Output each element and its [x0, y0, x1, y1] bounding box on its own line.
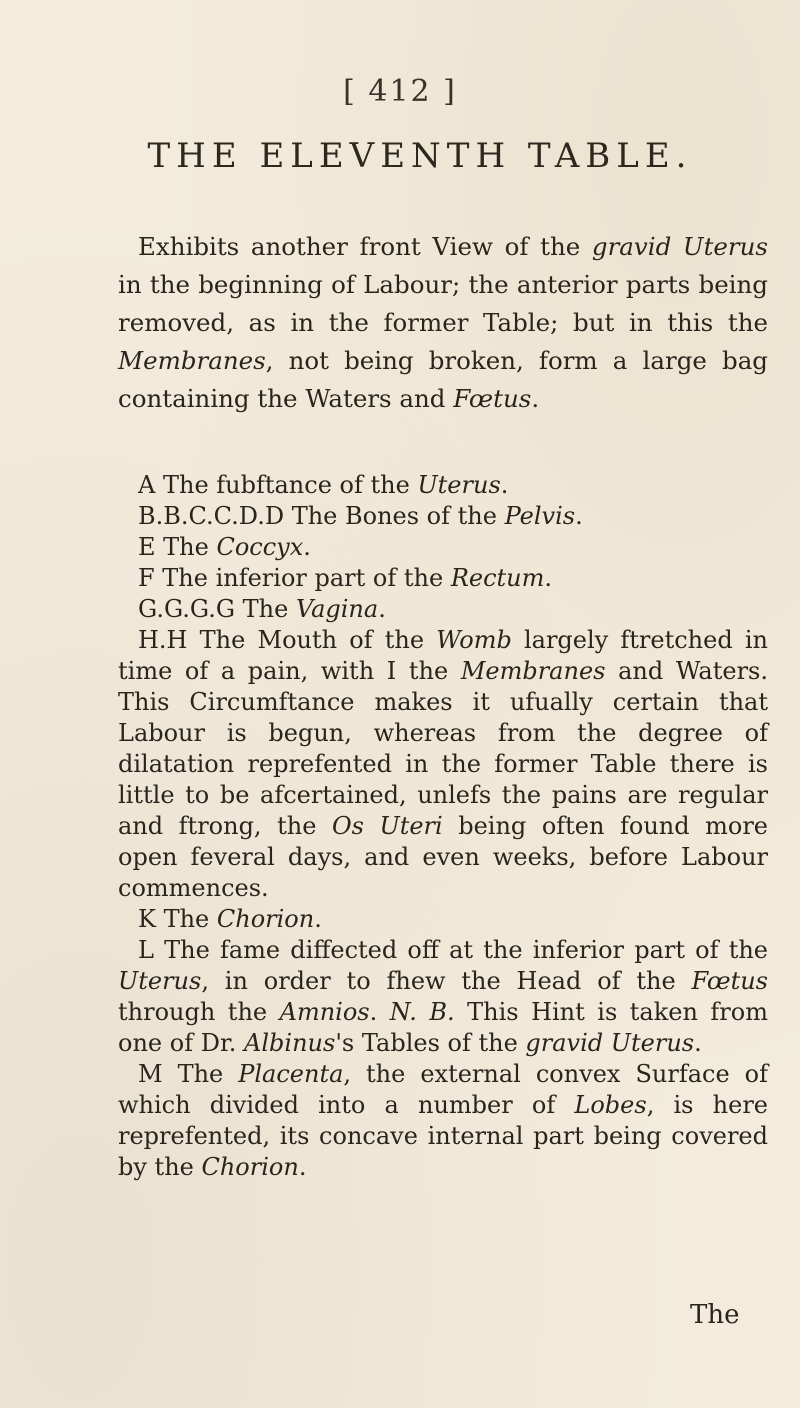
intro-text: .: [531, 384, 540, 413]
legend-italic: Pelvis: [504, 502, 576, 530]
legend-text: .: [694, 1029, 702, 1057]
legend-italic: Fœtus: [691, 967, 768, 995]
legend-italic: Chorion: [201, 1153, 299, 1181]
table-title: THE ELEVENTH TABLE.: [147, 136, 693, 176]
legend-key: H.H: [138, 626, 188, 654]
intro-text: in the beginning of Labour; the anterior parts being removed, as in the former Table; but in this the: [118, 270, 768, 337]
legend-text: .: [369, 998, 390, 1026]
legend-key: L: [138, 936, 154, 964]
legend-text: 's Tables of the: [335, 1029, 526, 1057]
legend-text: .: [303, 533, 311, 561]
legend-text: .: [298, 1153, 307, 1181]
legend-text: .: [575, 502, 583, 530]
legend-text: and Waters. This Circumftance makes it ufually certain that Labour is begun, whereas from the degree of dilatation reprefented in the former Table there is little to be afcertained, unlefs the pains are regular and ftrong, the: [118, 657, 768, 840]
legend-key: M: [138, 1060, 163, 1088]
legend-entry-k: [118, 904, 768, 935]
legend-text: , the external convex Surface of which divided into a number of: [118, 1060, 768, 1119]
legend-key: B.B.C.C.D.D: [138, 502, 285, 530]
legend-italic: Albinus: [244, 1029, 336, 1057]
legend-text: .: [544, 564, 553, 592]
legend-text: The Mouth of the: [187, 626, 437, 654]
legend-text: The fame diffected off at the inferior part of the: [153, 936, 768, 964]
legend-text: The inferior part of the: [154, 564, 451, 592]
legend-text: , is here reprefented, its concave internal part being covered by the: [118, 1091, 768, 1181]
legend-italic: Uterus: [417, 471, 501, 499]
legend-entry-b: [118, 501, 768, 532]
legend-text: , in order to fhew the Head of the: [201, 967, 692, 995]
legend-entry-f: [118, 563, 768, 594]
legend-italic: Vagina: [295, 595, 379, 623]
intro-paragraph: [118, 228, 768, 418]
legend-text: The: [235, 595, 296, 623]
legend-text: being often found more open feveral days, and even weeks, before Labour commences.: [118, 812, 769, 902]
legend-italic: Os Uteri: [331, 812, 443, 840]
legend-italic: Placenta: [238, 1060, 344, 1088]
legend-entry-e: [118, 532, 768, 563]
legend-text: through the: [118, 998, 280, 1026]
legend-text: The fubftance of the: [155, 471, 418, 499]
intro-italic: gravid Uterus: [591, 232, 768, 261]
legend-text: .: [500, 471, 509, 499]
legend-entry-a: [118, 470, 768, 501]
legend-text: largely ftretched in time of a pain, with I the: [118, 626, 769, 685]
legend-key: F: [138, 564, 155, 592]
legend-italic: Membranes: [460, 657, 606, 685]
legend-text: .: [378, 595, 386, 623]
catchword: The: [690, 1300, 740, 1330]
legend-italic: N. B.: [389, 998, 455, 1026]
intro-text: Exhibits another front View of the: [138, 232, 592, 261]
legend-key: G.G.G.G: [138, 595, 236, 623]
legend-text: The: [155, 905, 217, 933]
legend-italic: Rectum: [450, 564, 545, 592]
legend-italic: Lobes: [574, 1091, 647, 1119]
legend-text: The Bones of the: [284, 502, 505, 530]
legend-italic: Amnios: [279, 998, 370, 1026]
legend-entry-g: [118, 594, 768, 625]
page-number: [ 412 ]: [343, 74, 457, 109]
legend-italic: gravid Uterus: [525, 1029, 695, 1057]
legend-text: The: [162, 1060, 239, 1088]
legend-italic: Uterus: [118, 967, 202, 995]
legend-italic: Womb: [436, 626, 512, 654]
intro-italic: Membranes: [118, 346, 266, 375]
legend-entry-l: [118, 935, 768, 1059]
legend-text: The: [155, 533, 217, 561]
legend-italic: Coccyx: [216, 533, 304, 561]
legend-entry-h: [118, 625, 768, 904]
legend-list: [118, 470, 768, 1183]
legend-text: .: [314, 905, 322, 933]
legend-key: A: [138, 471, 156, 499]
legend-entry-m: [118, 1059, 768, 1183]
intro-italic: Fœtus: [453, 384, 532, 413]
legend-key: K: [138, 905, 156, 933]
legend-key: E: [138, 533, 156, 561]
intro-text: , not being broken, form a large bag containing the Waters and: [118, 346, 768, 413]
legend-italic: Chorion: [216, 905, 315, 933]
legend-text: This Hint is taken from one of Dr.: [118, 998, 768, 1057]
